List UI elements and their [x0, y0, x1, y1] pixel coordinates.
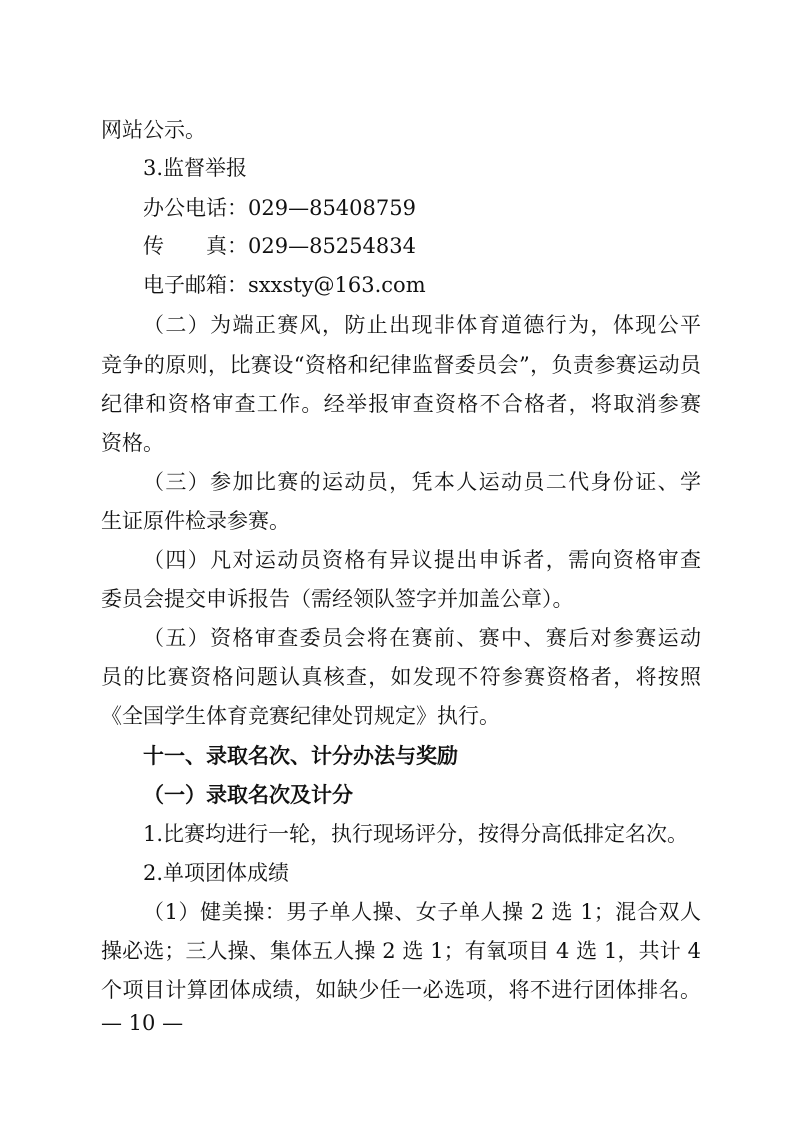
text-line: 个项目计算团体成绩，如缺少任一必选项，将不进行团体排名。 [101, 978, 701, 1002]
text-line: （三）参加比赛的运动员，凭本人运动员二代身份证、学 [143, 470, 701, 494]
subsection-heading: （一）录取名次及计分 [143, 783, 353, 807]
text-line: 《全国学生体育竞赛纪律处罚规定》执行。 [101, 704, 500, 728]
text-line: 3.监督举报 [143, 156, 248, 180]
text-line: 委员会提交申诉报告（需经领队签字并加盖公章）。 [101, 587, 574, 611]
contact-fax: 传 真：029—85254834 [143, 234, 416, 258]
text-line: （二）为端正赛风，防止出现非体育道德行为，体现公平 [143, 313, 701, 337]
text-line: （四）凡对运动员资格有异议提出申诉者，需向资格审查 [143, 548, 701, 572]
contact-email: 电子邮箱：sxxsty@163.com [143, 273, 426, 297]
text-line: 生证原件检录参赛。 [101, 509, 290, 533]
text-line: 竞争的原则，比赛设“资格和纪律监督委员会”，负责参赛运动员 [101, 353, 701, 377]
page-number: — 10 — [101, 1011, 184, 1035]
contact-phone: 办公电话：029—85408759 [143, 196, 416, 220]
text-line: 1.比赛均进行一轮，执行现场评分，按得分高低排定名次。 [143, 822, 689, 846]
section-heading: 十一、录取名次、计分办法与奖励 [143, 744, 458, 768]
text-line: （1）健美操：男子单人操、女子单人操 2 选 1；混合双人 [143, 900, 701, 924]
text-line: 操必选；三人操、集体五人操 2 选 1；有氧项目 4 选 1，共计 4 [101, 939, 701, 963]
text-line: 员的比赛资格问题认真核查，如发现不符参赛资格者，将按照 [101, 665, 701, 689]
text-line: 2.单项团体成绩 [143, 861, 290, 885]
text-line: 网站公示。 [101, 118, 206, 142]
text-line: 纪律和资格审查工作。经举报审查资格不合格者，将取消参赛 [101, 392, 701, 416]
text-line: （五）资格审查委员会将在赛前、赛中、赛后对参赛运动 [143, 626, 701, 650]
text-line: 资格。 [101, 431, 164, 455]
